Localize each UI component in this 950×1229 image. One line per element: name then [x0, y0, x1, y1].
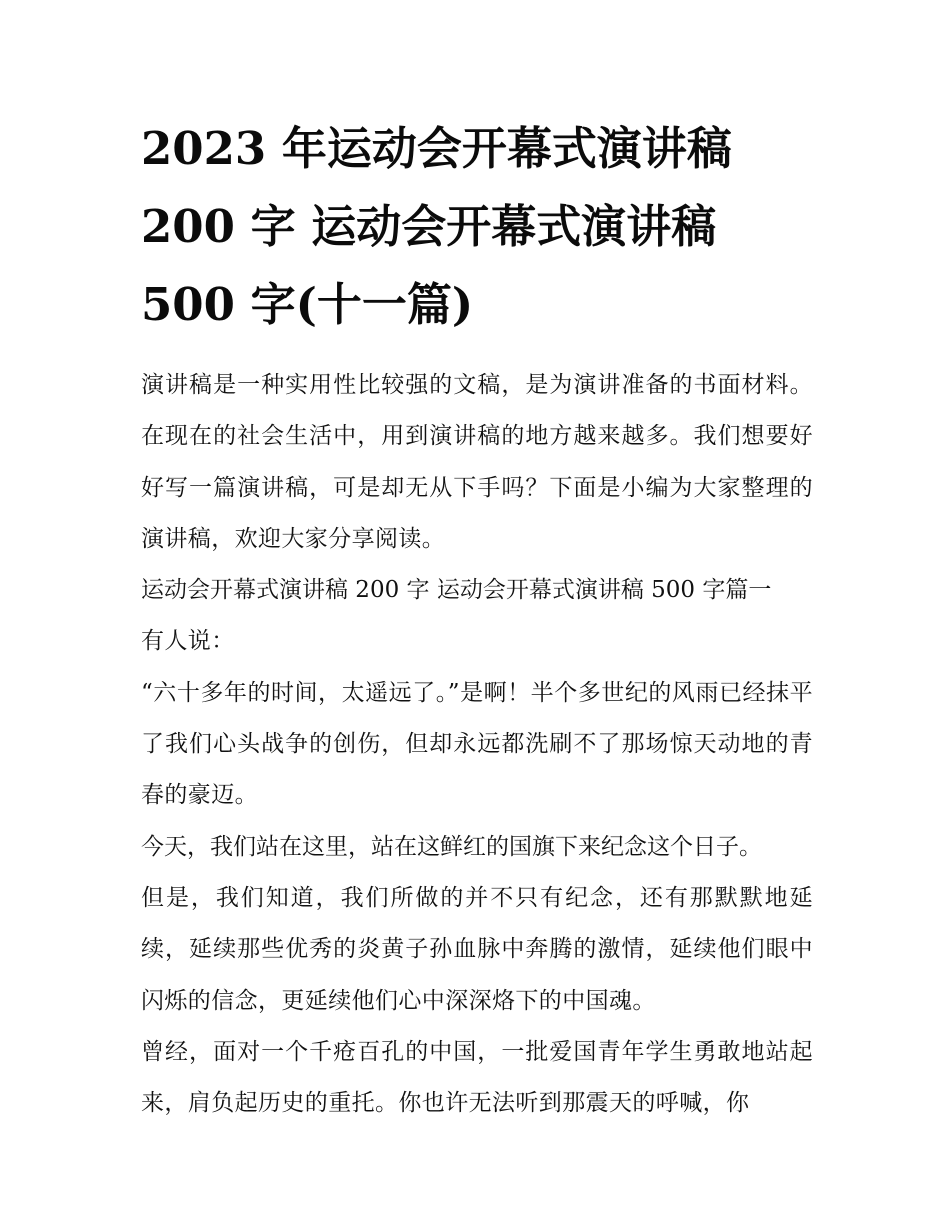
body-paragraph: 有人说： [141, 628, 235, 655]
body-paragraph: “六十多年的时间，太遥远了。”是啊！半个多世纪的风雨已经抹平了我们心头战争的创伤，但却永远都洗刷不了那场惊天动地的青春的豪迈。 [141, 679, 813, 809]
intro-paragraph: 演讲稿是一种实用性比较强的文稿，是为演讲准备的书面材料。在现在的社会生活中，用到演讲稿的地方越来越多。我们想要好好写一篇演讲稿，可是却无从下手吗？下面是小编为大家整理的演讲稿，欢迎大家分享阅读。 [141, 372, 813, 552]
document-title [141, 110, 813, 344]
section-heading: 运动会开幕式演讲稿 200 字 运动会开幕式演讲稿 500 字篇一 [141, 577, 772, 604]
title-line: 200 字 运动会开幕式演讲稿 [141, 200, 717, 253]
body-paragraph: 但是，我们知道，我们所做的并不只有纪念，还有那默默地延续，延续那些优秀的炎黄子孙血脉中奔腾的激情，延续他们眼中闪烁的信念，更延续他们心中深深烙下的中国魂。 [141, 884, 813, 1014]
body-paragraph: 曾经，面对一个千疮百孔的中国，一批爱国青年学生勇敢地站起来，肩负起历史的重托。你也许无法听到那震天的呼喊，你 [141, 1038, 813, 1117]
document-page [141, 110, 813, 1129]
body-paragraph: 今天，我们站在这里，站在这鲜红的国旗下来纪念这个日子。 [141, 833, 762, 860]
document-body [141, 360, 813, 1129]
title-line: 2023 年运动会开幕式演讲稿 [141, 122, 732, 175]
title-line: 500 字(十一篇) [141, 278, 474, 331]
